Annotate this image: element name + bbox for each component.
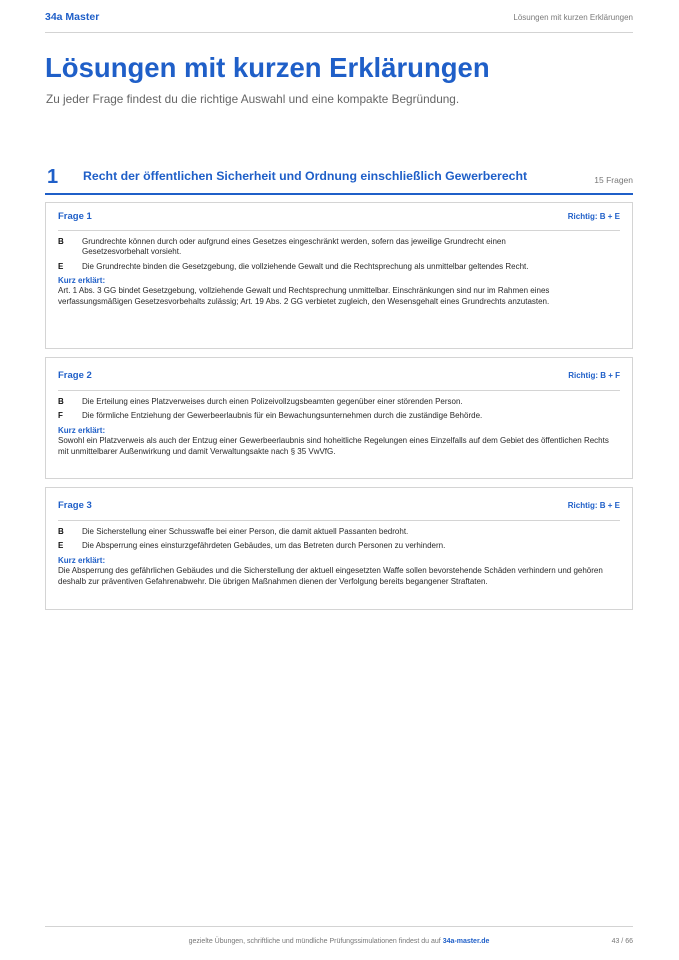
answer-item bbox=[58, 527, 620, 537]
answer-letter: F bbox=[58, 411, 63, 421]
answer-list bbox=[58, 231, 620, 272]
section-title: Recht der öffentlichen Sicherheit und Ordnung einschließlich Gewerberecht bbox=[83, 169, 528, 183]
explanation-label: Kurz erklärt: bbox=[58, 555, 106, 565]
answer-item bbox=[58, 411, 620, 421]
section-number: 1 bbox=[47, 166, 59, 188]
answer-letter: E bbox=[58, 261, 64, 271]
answer-text: Die förmliche Entziehung der Gewerbeerlaubnis für ein Bewachungsunternehmen durch die zuständige Behörde. bbox=[82, 411, 483, 421]
question-card-3 bbox=[45, 487, 633, 610]
question-label: Frage 1 bbox=[58, 211, 92, 222]
page-footer bbox=[45, 926, 633, 945]
answer-letter: B bbox=[58, 397, 64, 406]
footer-text bbox=[45, 938, 633, 945]
answer-text: Die Absperrung eines einsturzgefährdeten Gebäudes, um das Betreten durch Personen zu verhindern. bbox=[82, 541, 446, 551]
answer-item bbox=[58, 397, 620, 407]
question-card-header bbox=[58, 358, 620, 391]
answer-list bbox=[58, 391, 620, 422]
answer-list bbox=[58, 521, 620, 552]
answer-text: Grundrechte können durch oder aufgrund eines Gesetzes eingeschränkt werden, sofern das jeweilige Grundrecht einen Gesetzesvorbehalt vorsieht. bbox=[82, 237, 506, 257]
answer-item bbox=[58, 262, 620, 272]
page-title: Lösungen mit kurzen Erklärungen bbox=[45, 52, 490, 83]
explanation-label: Kurz erklärt: bbox=[58, 276, 106, 286]
answer-letter: E bbox=[58, 541, 64, 551]
answer-letter: B bbox=[58, 527, 64, 536]
answer-text: Die Sicherstellung einer Schusswaffe bei einer Person, die damit aktuell Passanten bedroht. bbox=[82, 527, 409, 536]
question-label: Frage 2 bbox=[58, 369, 92, 381]
explanation-text: Sowohl ein Platzverweis als auch der Entzug einer Gewerbeerlaubnis sind hoheitliche Regelungen eines Einzelfalls auf dem Gebiet des öffentlichen Rechts mit unmittelbarer Außenwirkung und damit Verwaltungsakte nach § 35 VwVfG. bbox=[58, 435, 609, 456]
question-card-2 bbox=[45, 357, 633, 479]
question-card-header bbox=[58, 203, 620, 231]
section-question-count: 15 Fragen bbox=[594, 175, 633, 185]
answer-item bbox=[58, 541, 620, 551]
page-subtitle: Zu jeder Frage findest du die richtige Auswahl und eine kompakte Begründung. bbox=[46, 92, 460, 106]
running-title: Lösungen mit kurzen Erklärungen bbox=[513, 13, 633, 22]
footer-message: gezielte Übungen, schriftliche und mündliche Prüfungssimulationen findest du auf bbox=[188, 938, 441, 945]
question-card-header bbox=[58, 488, 620, 521]
question-card-1 bbox=[45, 202, 633, 349]
brand-name: 34a Master bbox=[45, 11, 100, 23]
answer-item bbox=[58, 237, 620, 258]
page-number: 43 / 66 bbox=[611, 938, 633, 945]
correct-answer-badge: Richtig: B + E bbox=[567, 500, 620, 510]
page-header bbox=[45, 11, 633, 33]
answer-text: Die Erteilung eines Platzverweises durch einen Polizeivollzugsbeamten gegenüber einer störenden Person. bbox=[82, 397, 463, 406]
explanation-text: Die Absperrung des gefährlichen Gebäudes und die Sicherstellung der aktuell eingesetzten Waffe sollen bevorstehende Schäden verhindern und gehören deshalb zur präventiven Gefahrenabwehr. Die übrigen Maßnahmen dienen der Verfolgung bereits begangener Straftaten. bbox=[58, 565, 603, 586]
correct-answer-badge: Richtig: B + E bbox=[567, 212, 620, 221]
answer-letter: B bbox=[58, 237, 64, 246]
footer-website-link[interactable]: 34a-master.de bbox=[442, 938, 490, 945]
explanation-text: Art. 1 Abs. 3 GG bindet Gesetzgebung, vollziehende Gewalt und Rechtsprechung unmittelbar. Einschränkungen sind nur im Rahmen eines verfassungsmäßigen Gesetzesvorbehalts zulässig; Art. 19 Abs. 2 GG verbietet zugleich, den Wesensgehalt eines Grundrechts anzutasten. bbox=[58, 286, 550, 307]
answer-text: Die Grundrechte binden die Gesetzgebung, die vollziehende Gewalt und die Rechtsprechung als unmittelbar geltendes Recht. bbox=[82, 261, 529, 271]
correct-answer-badge: Richtig: B + F bbox=[568, 370, 620, 380]
section-header bbox=[45, 163, 633, 195]
explanation-label: Kurz erklärt: bbox=[58, 425, 106, 435]
question-label: Frage 3 bbox=[58, 499, 92, 511]
